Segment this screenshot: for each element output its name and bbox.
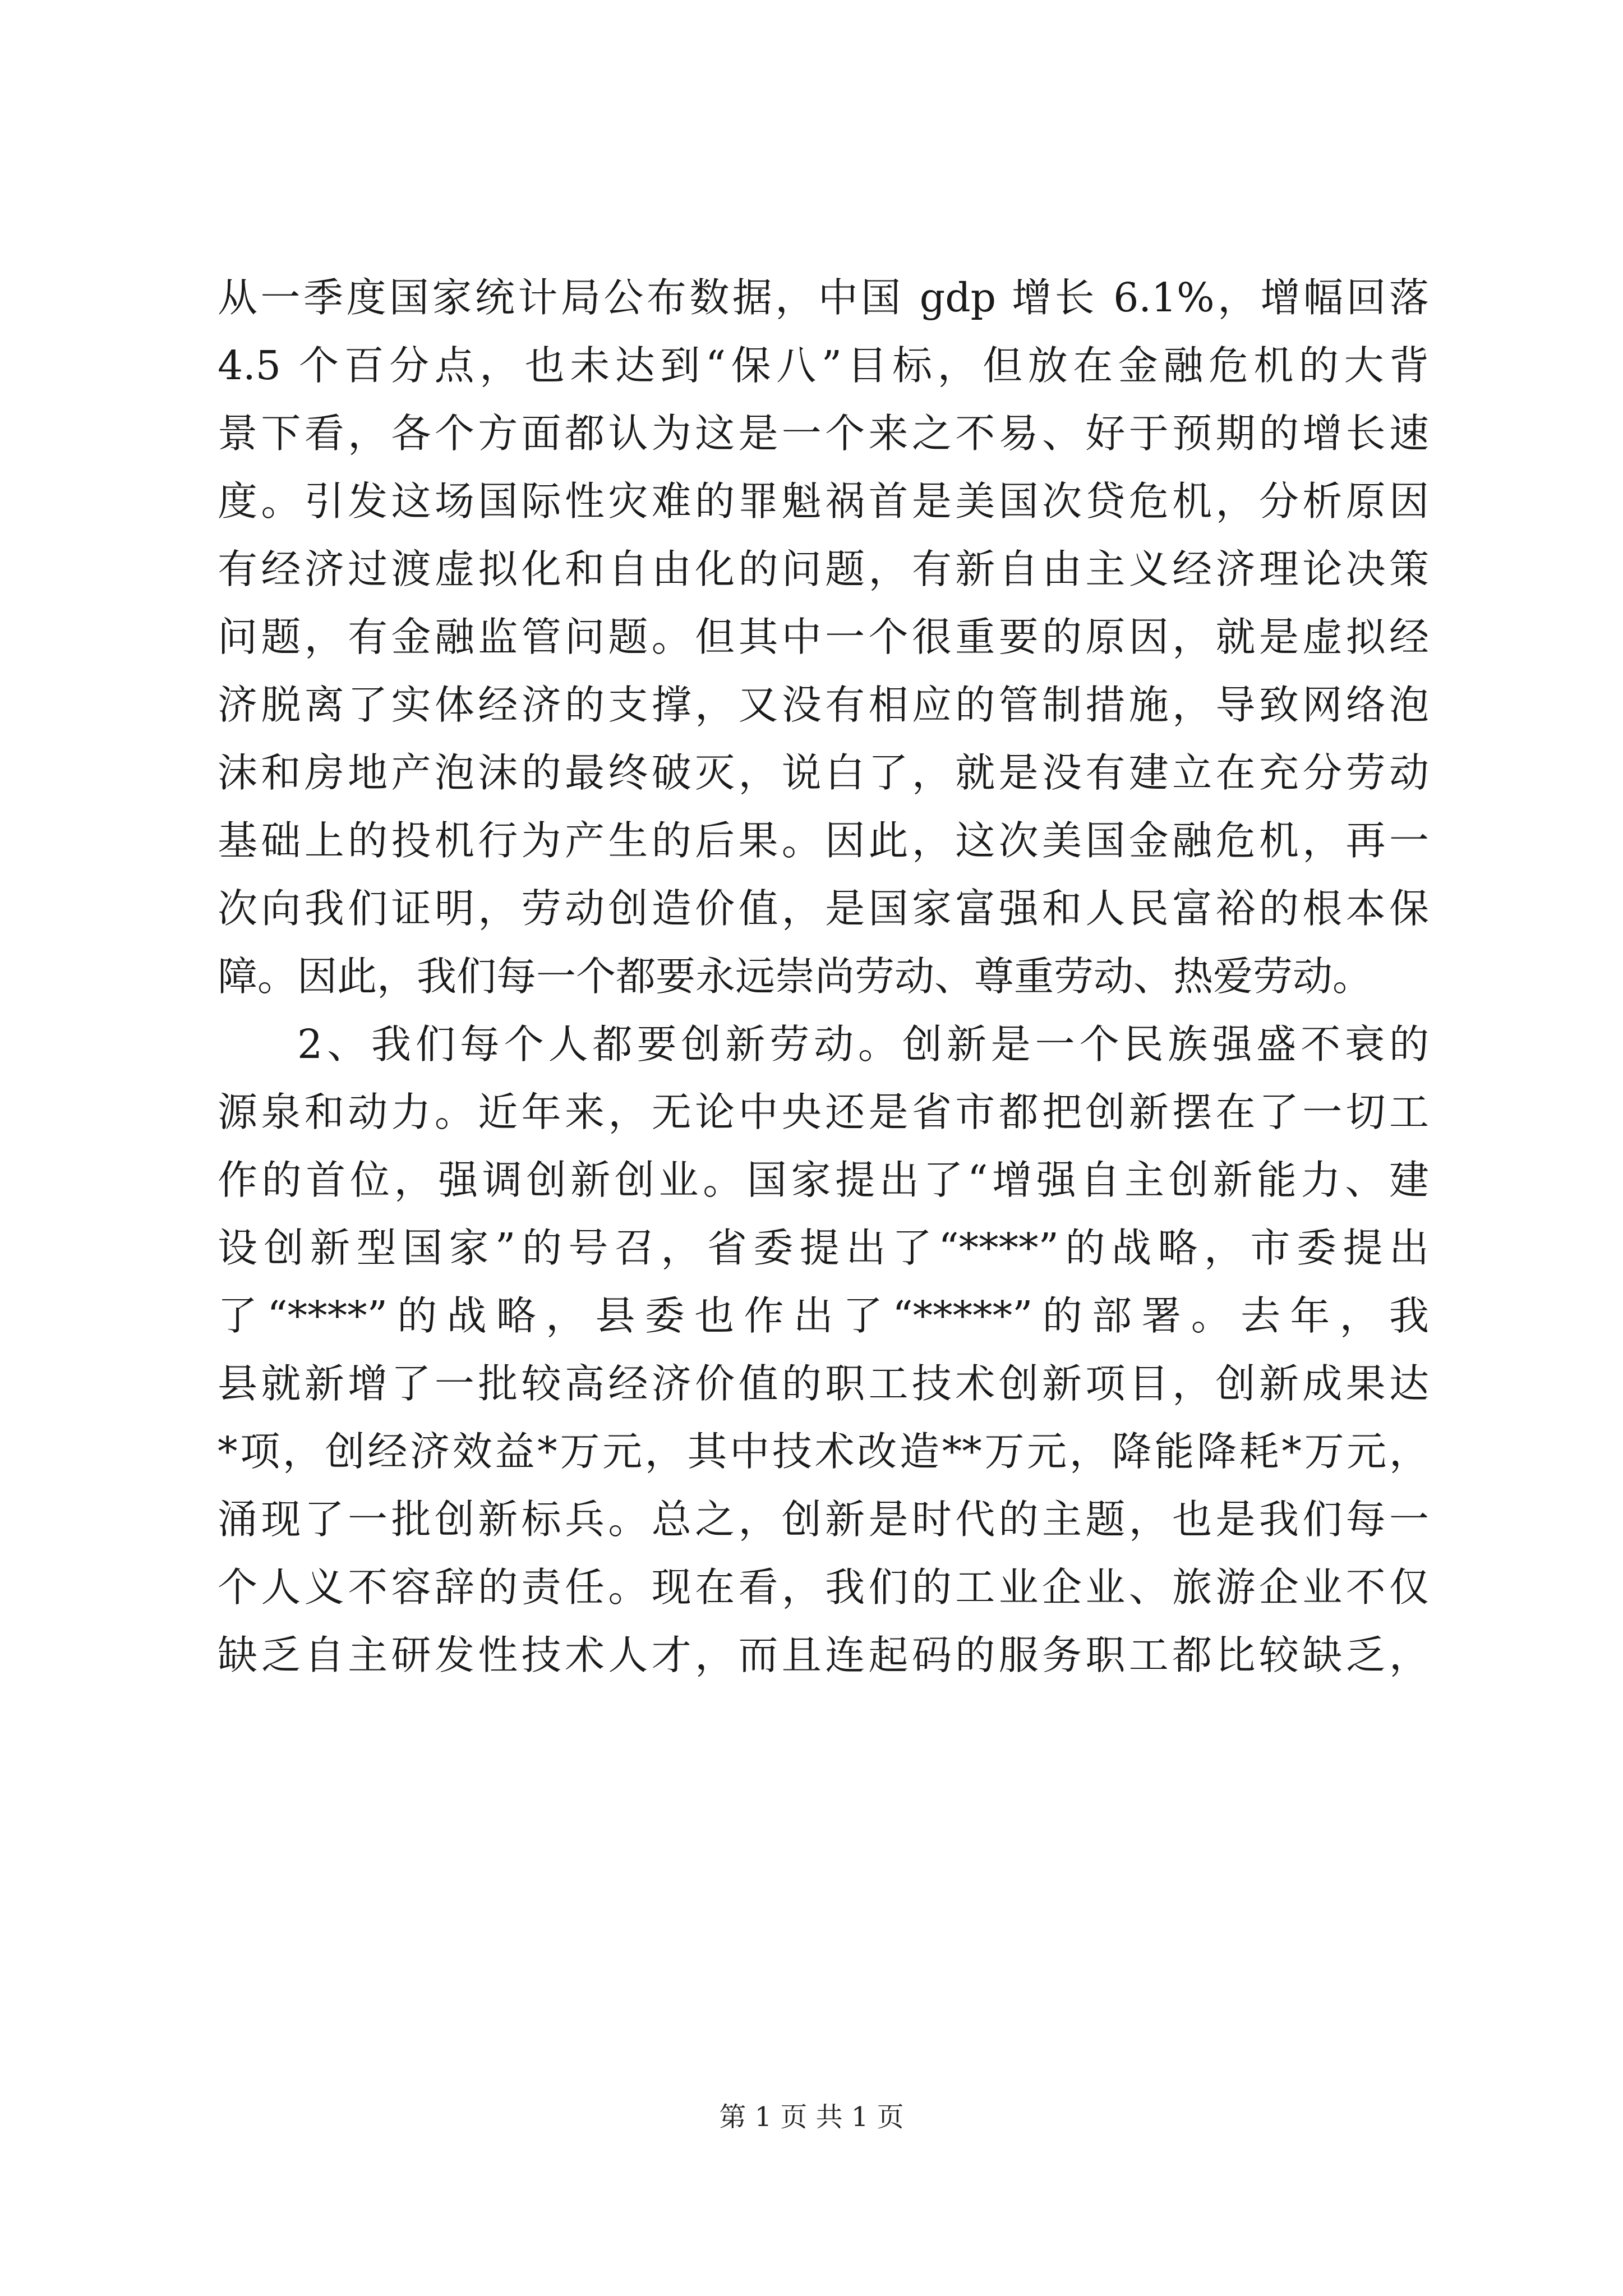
text-line: 沫和房地产泡沫的最终破灭，说白了，就是没有建立在充分劳动 [218, 749, 1429, 796]
text-line: 作的首位，强调创新创业。国家提出了“增强自主创新能力、建 [218, 1157, 1429, 1203]
text-line: 缺乏自主研发性技术人才，而且连起码的服务职工都比较缺乏， [218, 1632, 1429, 1678]
text-line: 障。因此，我们每一个都要永远崇尚劳动、尊重劳动、热爱劳动。 [218, 953, 1373, 1000]
text-line: 问题，有金融监管问题。但其中一个很重要的原因，就是虚拟经 [218, 614, 1429, 660]
text-line: 涌现了一批创新标兵。总之，创新是时代的主题，也是我们每一 [218, 1496, 1429, 1543]
text-line: 2、我们每个人都要创新劳动。创新是一个民族强盛不衰的 [297, 1021, 1429, 1068]
text-line: 基础上的投机行为产生的后果。因此，这次美国金融危机，再一 [218, 817, 1429, 864]
text-line: 了“****”的战略，县委也作出了“*****”的部署。去年，我 [218, 1292, 1429, 1339]
text-line: 次向我们证明，劳动创造价值，是国家富强和人民富裕的根本保 [218, 885, 1429, 932]
page-footer: 第 1 页 共 1 页 [719, 2101, 904, 2133]
text-line: 设创新型国家”的号召，省委提出了“****”的战略，市委提出 [218, 1225, 1429, 1271]
text-line: 有经济过渡虚拟化和自由化的问题，有新自由主义经济理论决策 [218, 546, 1429, 592]
text-line: 从一季度国家统计局公布数据，中国 gdp 增长 6.1%，增幅回落 [218, 274, 1429, 321]
text-line: 个人义不容辞的责任。现在看，我们的工业企业、旅游企业不仅 [218, 1564, 1429, 1611]
text-line: 4.5 个百分点，也未达到“保八”目标，但放在金融危机的大背 [218, 342, 1429, 389]
body-text [218, 264, 1429, 1689]
text-line: 景下看，各个方面都认为这是一个来之不易、好于预期的增长速 [218, 410, 1429, 457]
text-line: *项，创经济效益*万元，其中技术改造**万元，降能降耗*万元， [218, 1428, 1429, 1475]
text-line: 县就新增了一批较高经济价值的职工技术创新项目，创新成果达 [218, 1360, 1429, 1407]
text-line: 源泉和动力。近年来，无论中央还是省市都把创新摆在了一切工 [218, 1089, 1429, 1135]
text-line: 度。引发这场国际性灾难的罪魁祸首是美国次贷危机，分析原因 [218, 478, 1429, 524]
text-line: 济脱离了实体经济的支撑，又没有相应的管制措施，导致网络泡 [218, 682, 1429, 728]
